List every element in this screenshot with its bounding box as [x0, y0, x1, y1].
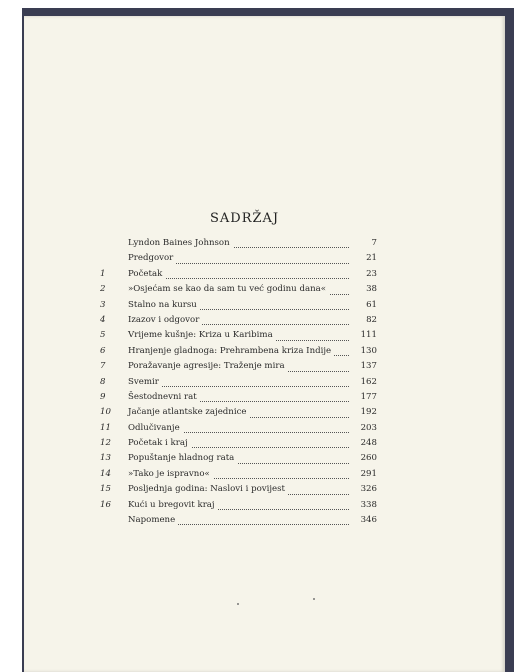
chapter-title: Lyndon Baines Johnson	[128, 236, 233, 251]
chapter-title: Izazov i odgovor	[128, 313, 202, 328]
toc-entry	[100, 282, 377, 297]
toc-entry	[100, 390, 377, 405]
page-number: 203	[350, 421, 377, 436]
toc-entry	[100, 313, 377, 328]
chapter-title: Kući u bregovit kraj	[128, 498, 218, 513]
chapter-title: Napomene	[128, 513, 178, 528]
page-number: 7	[350, 236, 377, 251]
page-number: 192	[350, 405, 377, 420]
toc-entry	[100, 436, 377, 451]
chapter-title: Svemir	[128, 375, 162, 390]
chapter-number: 1	[100, 268, 106, 279]
toc-entry	[100, 375, 377, 390]
toc-entry	[100, 236, 377, 251]
page-number: 38	[350, 282, 377, 297]
chapter-title: Odlučivanje	[128, 421, 183, 436]
page-number: 326	[350, 482, 377, 497]
chapter-number: 9	[100, 391, 106, 402]
page-title: SADRŽAJ	[210, 211, 280, 226]
toc-entry	[100, 251, 377, 266]
page-number: 111	[350, 328, 377, 343]
page-number: 130	[350, 344, 377, 359]
toc-entry	[100, 421, 377, 436]
chapter-number: 7	[100, 361, 106, 372]
chapter-title: Hranjenje gladnoga: Prehrambena kriza Indije	[128, 344, 334, 359]
page-number: 21	[350, 251, 377, 266]
toc-entry	[100, 451, 377, 466]
page-number: 346	[350, 513, 377, 528]
chapter-title: Jačanje atlantske zajednice	[128, 405, 249, 420]
chapter-title: Stalno na kursu	[128, 298, 200, 313]
chapter-number: 2	[100, 284, 106, 295]
toc-entry	[100, 467, 377, 482]
page-number: 291	[350, 467, 377, 482]
chapter-title: »Tako je ispravno«	[128, 467, 213, 482]
chapter-number: 10	[100, 407, 111, 418]
page-number: 162	[350, 375, 377, 390]
toc-entry	[100, 344, 377, 359]
page-number: 248	[350, 436, 377, 451]
page-number: 177	[350, 390, 377, 405]
page-number: 137	[350, 359, 377, 374]
chapter-number: 6	[100, 345, 106, 356]
chapter-number: 3	[100, 299, 106, 310]
chapter-title: Poražavanje agresije: Traženje mira	[128, 359, 288, 374]
chapter-title: Popuštanje hladnog rata	[128, 451, 237, 466]
toc-entry	[100, 513, 377, 528]
chapter-number: 14	[100, 468, 111, 479]
chapter-title: Vrijeme kušnje: Kriza u Karibima	[128, 328, 276, 343]
toc-entry	[100, 328, 377, 343]
page-number: 61	[350, 298, 377, 313]
chapter-number: 8	[100, 376, 106, 387]
toc-entry	[100, 298, 377, 313]
chapter-number: 11	[100, 422, 111, 433]
chapter-title: Početak i kraj	[128, 436, 191, 451]
toc-entry	[100, 267, 377, 282]
toc-entry	[100, 482, 377, 497]
chapter-title: Šestodnevni rat	[128, 390, 200, 405]
page-number: 23	[350, 267, 377, 282]
chapter-title: Posljednja godina: Naslovi i povijest	[128, 482, 288, 497]
page-number: 260	[350, 451, 377, 466]
chapter-number: 4	[100, 314, 106, 325]
chapter-number: 16	[100, 499, 111, 510]
chapter-title: Predgovor	[128, 251, 176, 266]
chapter-number: 12	[100, 438, 111, 449]
chapter-number: 13	[100, 453, 111, 464]
paper-speck	[313, 598, 315, 600]
chapter-number: 5	[100, 330, 106, 341]
chapter-number: 15	[100, 484, 111, 495]
paper-speck	[237, 603, 239, 605]
page-number: 82	[350, 313, 377, 328]
chapter-title: Početak	[128, 267, 165, 282]
chapter-title: »Osjećam se kao da sam tu već godinu dana«	[128, 282, 329, 297]
toc-entry	[100, 405, 377, 420]
page-number: 338	[350, 498, 377, 513]
toc-entry	[100, 359, 377, 374]
table-of-contents	[100, 236, 377, 528]
toc-entry	[100, 498, 377, 513]
